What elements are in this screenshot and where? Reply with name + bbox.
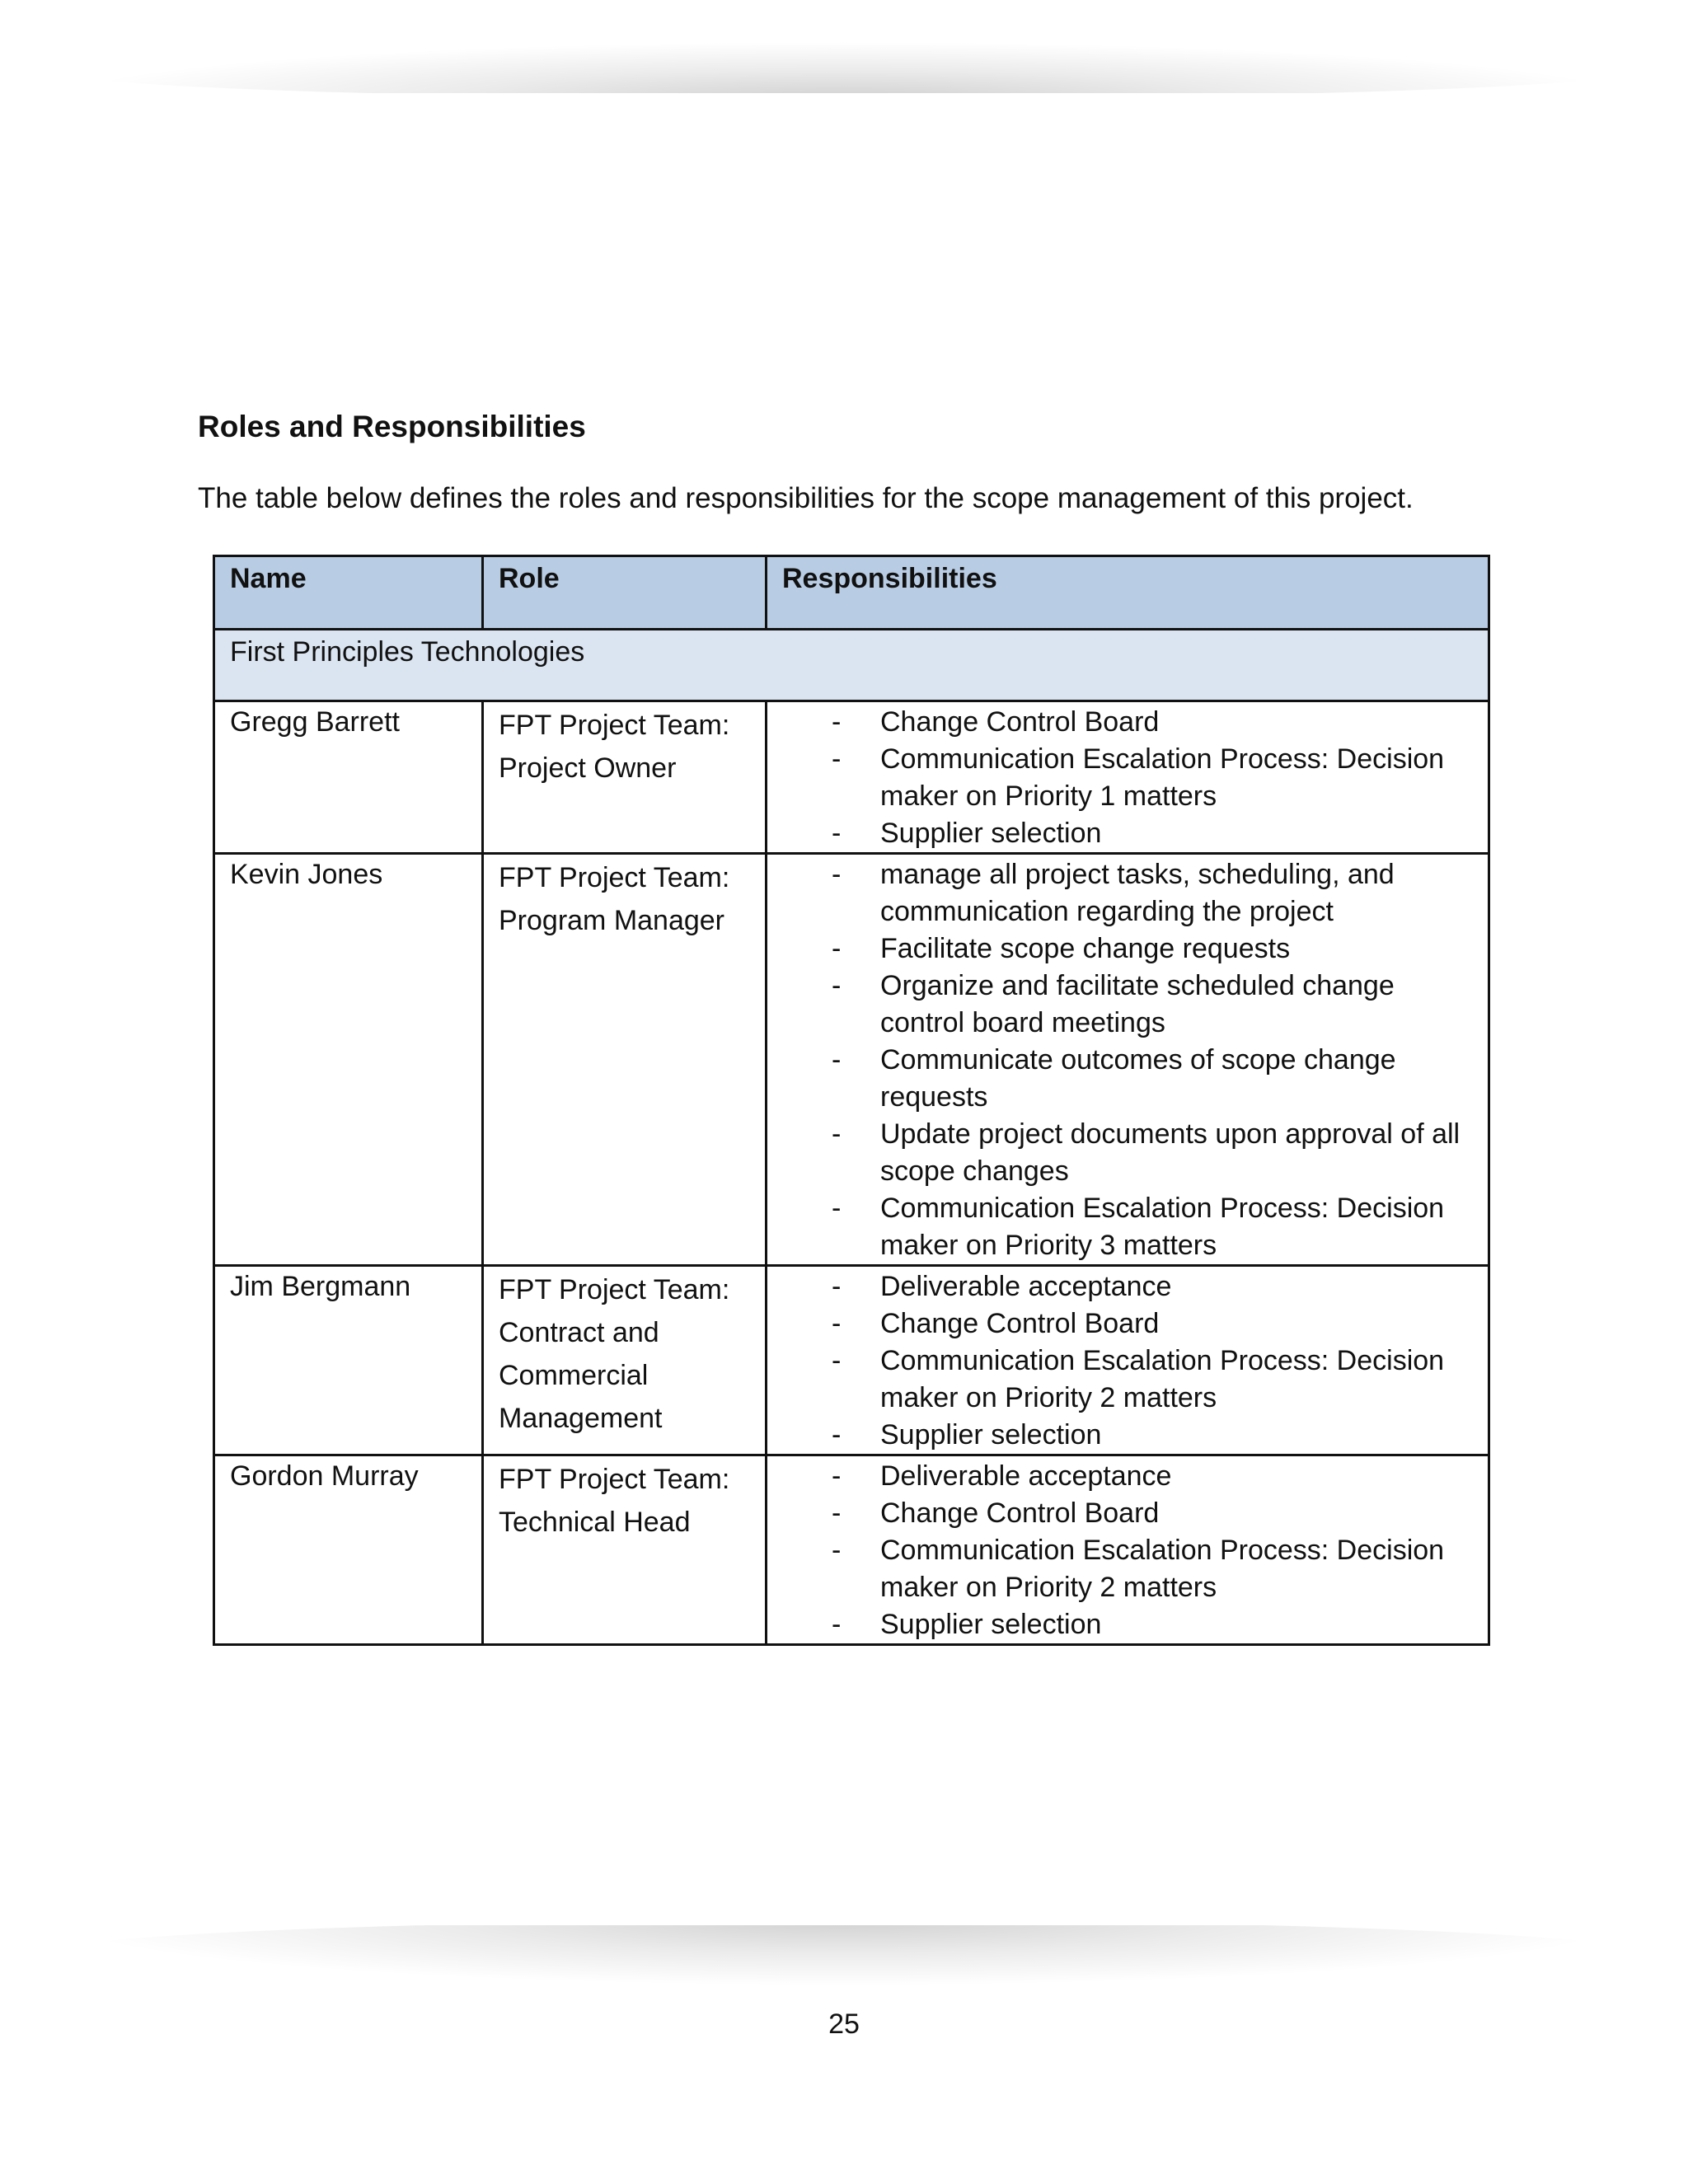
- responsibilities-cell: [767, 1266, 1489, 1455]
- dash-bullet: -: [832, 1044, 842, 1076]
- dash-bullet: -: [832, 743, 842, 775]
- list-item: [782, 1458, 1473, 1495]
- role-line: Contract and: [499, 1317, 659, 1348]
- list-item: [782, 1417, 1473, 1454]
- list-item: [782, 1268, 1473, 1305]
- list-item: [782, 1606, 1473, 1643]
- list-item: [782, 1305, 1473, 1343]
- dash-bullet: -: [832, 970, 842, 1001]
- list-item: [782, 968, 1473, 1042]
- table-row: [214, 1455, 1489, 1645]
- page-bottom-shadow: [49, 1920, 1639, 1986]
- list-item: [782, 704, 1473, 741]
- responsibility-text: Supplier selection: [880, 818, 1102, 849]
- list-item: [782, 1532, 1473, 1606]
- list-item: [782, 856, 1473, 930]
- list-item: [782, 1343, 1473, 1417]
- person-name: Kevin Jones: [214, 854, 483, 1266]
- list-item: [782, 1495, 1473, 1532]
- person-name: Gregg Barrett: [214, 701, 483, 854]
- person-role: [483, 854, 767, 1266]
- responsibility-text: Communication Escalation Process: Decision maker on Priority 1 matters: [880, 743, 1445, 812]
- role-line: FPT Project Team:: [499, 862, 730, 893]
- responsibility-text: manage all project tasks, scheduling, and communication regarding the project: [880, 859, 1395, 927]
- organization-row: [214, 630, 1489, 701]
- responsibility-text: Communicate outcomes of scope change requests: [880, 1044, 1396, 1113]
- roles-table: [213, 555, 1490, 1646]
- dash-bullet: -: [832, 1118, 842, 1150]
- responsibility-text: Update project documents upon approval of all scope changes: [880, 1118, 1461, 1187]
- header-name: Name: [214, 556, 483, 630]
- responsibility-text: Supplier selection: [880, 1609, 1102, 1640]
- person-role: [483, 1266, 767, 1455]
- person-role: [483, 701, 767, 854]
- header-role: Role: [483, 556, 767, 630]
- responsibility-text: Communication Escalation Process: Decision maker on Priority 2 matters: [880, 1345, 1445, 1413]
- dash-bullet: -: [832, 1460, 842, 1492]
- table-header-row: [214, 556, 1489, 630]
- responsibilities-cell: [767, 854, 1489, 1266]
- dash-bullet: -: [832, 1271, 842, 1302]
- responsibility-text: Change Control Board: [880, 706, 1160, 738]
- dash-bullet: -: [832, 859, 842, 890]
- role-line: FPT Project Team:: [499, 1274, 730, 1305]
- responsibilities-list: [782, 704, 1473, 852]
- list-item: [782, 1190, 1473, 1264]
- page-number: 25: [828, 2008, 860, 2040]
- person-name: Jim Bergmann: [214, 1266, 483, 1455]
- page-bottom-edge: [0, 1892, 1688, 1925]
- responsibility-text: Supplier selection: [880, 1419, 1102, 1451]
- responsibility-text: Deliverable acceptance: [880, 1460, 1172, 1492]
- role-line: Program Manager: [499, 905, 725, 936]
- section-title: Roles and Responsibilities: [198, 410, 586, 443]
- list-item: [782, 1116, 1473, 1190]
- role-line: FPT Project Team:: [499, 710, 730, 741]
- responsibilities-cell: [767, 1455, 1489, 1645]
- responsibilities-list: [782, 856, 1473, 1264]
- list-item: [782, 1042, 1473, 1116]
- role-line: Commercial: [499, 1360, 649, 1391]
- dash-bullet: -: [832, 1193, 842, 1224]
- person-role: [483, 1455, 767, 1645]
- table-row: [214, 701, 1489, 854]
- page-top-shadow: [49, 41, 1639, 99]
- dash-bullet: -: [832, 1535, 842, 1566]
- responsibility-text: Change Control Board: [880, 1308, 1160, 1339]
- responsibility-text: Organize and facilitate scheduled change control board meetings: [880, 970, 1395, 1038]
- person-name: Gordon Murray: [214, 1455, 483, 1645]
- list-item: [782, 930, 1473, 968]
- list-item: [782, 741, 1473, 815]
- responsibility-text: Communication Escalation Process: Decision maker on Priority 2 matters: [880, 1535, 1445, 1603]
- role-line: Management: [499, 1403, 663, 1434]
- list-item: [782, 815, 1473, 852]
- organization-name: First Principles Technologies: [214, 630, 1489, 701]
- responsibility-text: Deliverable acceptance: [880, 1271, 1172, 1302]
- dash-bullet: -: [832, 1308, 842, 1339]
- table-row: [214, 1266, 1489, 1455]
- dash-bullet: -: [832, 706, 842, 738]
- table-row: [214, 854, 1489, 1266]
- dash-bullet: -: [832, 1497, 842, 1529]
- dash-bullet: -: [832, 1345, 842, 1376]
- responsibility-text: Facilitate scope change requests: [880, 933, 1291, 964]
- responsibility-text: Change Control Board: [880, 1497, 1160, 1529]
- page-top-edge: [0, 93, 1688, 126]
- role-line: Technical Head: [499, 1507, 691, 1538]
- responsibilities-list: [782, 1458, 1473, 1643]
- dash-bullet: -: [832, 1609, 842, 1640]
- responsibility-text: Communication Escalation Process: Decision maker on Priority 3 matters: [880, 1193, 1445, 1261]
- header-responsibilities: Responsibilities: [767, 556, 1489, 630]
- role-line: Project Owner: [499, 752, 677, 784]
- role-line: FPT Project Team:: [499, 1464, 730, 1495]
- dash-bullet: -: [832, 818, 842, 849]
- dash-bullet: -: [832, 933, 842, 964]
- dash-bullet: -: [832, 1419, 842, 1451]
- responsibilities-cell: [767, 701, 1489, 854]
- responsibilities-list: [782, 1268, 1473, 1454]
- intro-paragraph: The table below defines the roles and responsibilities for the scope management of this project.: [198, 482, 1414, 514]
